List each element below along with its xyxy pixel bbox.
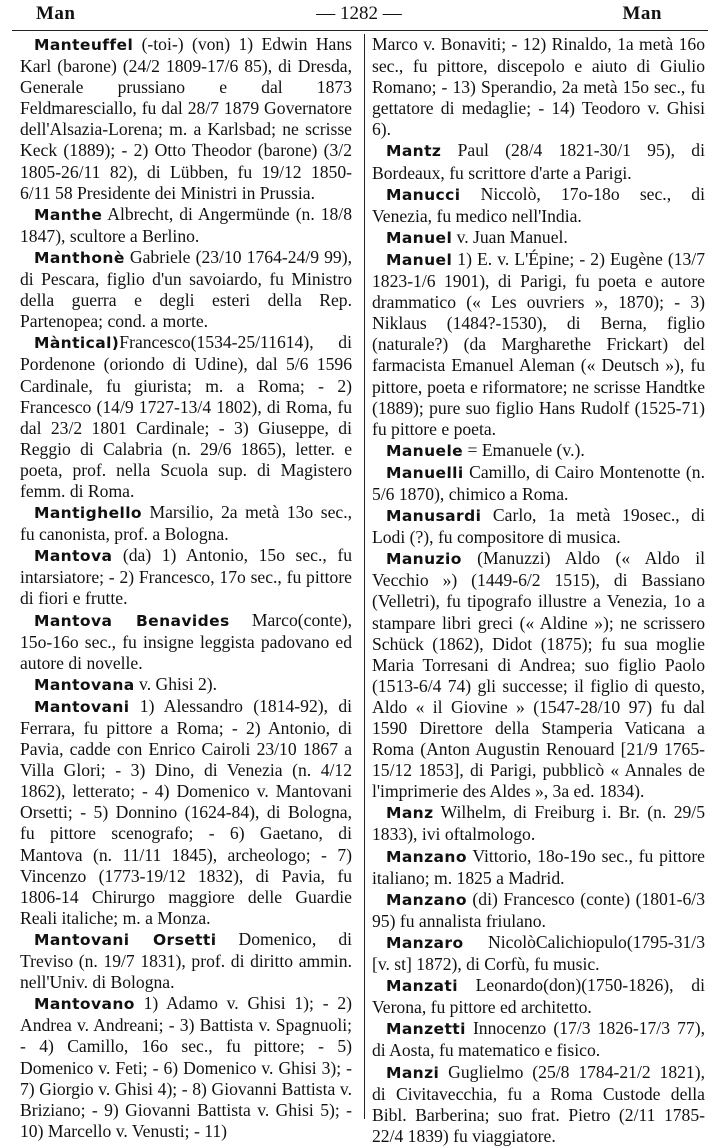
dictionary-entry — [20, 332, 352, 502]
dictionary-entry — [372, 975, 705, 1018]
entry-headword: Manzetti — [386, 1020, 466, 1039]
entry-headword: Manucci — [386, 185, 461, 204]
entry-headword: Manthonè — [34, 248, 125, 267]
entry-text: (-toi-) (von) 1) Edwin Hans Karl (barone) (24/2 1809-17/6 85), di Dresda, Generale prussiano e dal 1873 Feldmaresciallo, fu dal 28/7 1879 Governatore dell'Alsazia-Lorena; m. a Karlsbad; ne scrisse Keck (1889); - 2) Otto Theodor (barone) (3/2 1805-26/11 82), di Lübben, fu 19/12 1850-6/11 58 Presidente dei Ministri in Prussia. — [20, 34, 352, 203]
entry-headword: Manzi — [386, 1063, 440, 1082]
entry-headword: Màntical) — [34, 334, 120, 353]
dictionary-entry — [20, 696, 352, 929]
dictionary-entry — [372, 462, 705, 505]
entry-text: Camillo, di Cairo Montenotte (n. 5/6 1870), chimico a Roma. — [372, 461, 705, 504]
header-left-keyword: Man — [36, 3, 76, 24]
entry-headword: Manthe — [34, 205, 103, 224]
page-number: — 1282 — — [316, 3, 402, 24]
entry-text: Gabriele (23/10 1764-24/9 99), di Pescara, figlio d'un savoiardo, fu Ministro della guerra e degli esteri della Rep. Partenopea; cond. a morte. — [20, 246, 352, 332]
entry-headword: Mantz — [386, 142, 442, 161]
entry-headword: Manuelli — [386, 463, 464, 482]
left-column — [20, 34, 353, 1141]
right-column — [372, 34, 705, 1146]
entry-text: NicolòCalichiopulo(1795-31/3 [v. st] 1872), di Corfù, fu music. — [372, 931, 705, 975]
entry-text: Wilhelm, di Freiburg i. Br. (n. 29/5 1833), ivi oftalmologo. — [372, 802, 705, 845]
entry-headword: Manzano — [386, 890, 467, 909]
entry-text: 1) Adamo v. Ghisi 1); - 2) Andrea v. Andreani; - 3) Battista v. Spagnuoli; - 4) Camillo, 16o sec., fu pittore; - 5) Domenico v. Feti; - 6) Domenico v. Ghisi 3); - 7) Giorgio v. Ghisi 4); - 8) Giovanni Battista v. Briziano; - 9) Giovanni Battista v. Ghisi 5); - 10) Marcello v. Venusti; - 11) — [20, 993, 352, 1141]
dictionary-entry-continuation — [372, 34, 705, 140]
entry-text: (di) Francesco (conte) (1801-6/3 95) fu annalista friulano. — [372, 888, 705, 931]
entry-headword: Mantovani — [34, 697, 130, 716]
entry-text: Paul (28/4 1821-30/1 95), di Bordeaux, fu scrittore d'arte a Parigi. — [372, 140, 705, 183]
entry-text: Marco(conte), 15o-16o sec., fu insigne leggista padovano ed autore di novelle. — [20, 609, 352, 673]
dictionary-entry — [372, 548, 705, 802]
dictionary-entry — [20, 545, 352, 609]
entry-headword: Manzaro — [386, 933, 464, 952]
entry-headword: Manzati — [386, 977, 458, 996]
dictionary-entry — [372, 802, 705, 845]
entry-headword: Manzano — [386, 847, 467, 866]
entry-headword: Mantova Benavides — [34, 611, 230, 630]
entry-headword: Manuele — [386, 441, 464, 460]
dictionary-entry — [20, 674, 352, 696]
dictionary-entry — [372, 846, 705, 889]
dictionary-entry — [20, 610, 352, 674]
entry-text: Marco v. Bonaviti; - 12) Rinaldo, 1a metà 16o sec., fu pittore, discepolo e aiuto di Giulio Romano; - 13) Sperandio, 2a metà 15o sec., fu gettatore di medaglie; - 14) Teodoro v. Ghisi 6). — [372, 34, 705, 140]
entry-text: 1) Alessandro (1814-92), di Ferrara, fu pittore a Roma; - 2) Antonio, di Pavia, cadde con Enrico Cairoli 23/10 1867 a Villa Glori; - 3) Dino, di Venezia (n. 4/12 1862), letterato; - 4) Domenico v. Mantovani Orsetti; - 5) Donnino (1624-84), di Bologna, fu pittore scenografo; - 6) Gaetano, di Mantova (n. 11/11 1845), archeologo; - 7) Vincenzo (1773-19/12 1832), di Pavia, fu 1806-14 Chirurgo maggiore delle Guardie Reali italiche; m. a Monza. — [20, 695, 352, 928]
dictionary-entry — [20, 247, 352, 332]
dictionary-entry — [20, 993, 352, 1142]
entry-text: Innocenzo (17/3 1826-17/3 77), di Aosta, fu matematico e fisico. — [372, 1018, 705, 1061]
entry-text: (da) 1) Antonio, 15o sec., fu intarsiatore; - 2) Francesco, 17o sec., fu pittore di fiori e frutte. — [20, 545, 352, 609]
entry-text: Marsilio, 2a metà 13o sec., fu canonista, prof. a Bologna. — [20, 502, 352, 545]
dictionary-entry — [20, 204, 352, 247]
entry-headword: Manuel — [386, 250, 453, 269]
dictionary-entry — [372, 249, 705, 440]
entry-headword: Manz — [386, 804, 434, 823]
dictionary-entry — [20, 34, 352, 204]
dictionary-entry — [20, 502, 352, 545]
entry-headword: Manuzio — [386, 550, 462, 569]
entry-text: Domenico, di Treviso (n. 19/7 1831), prof. di diritto ammin. nell'Univ. di Bologna. — [20, 928, 353, 993]
entry-headword: Manteuffel — [34, 36, 134, 54]
entry-headword: Manuel — [386, 228, 453, 247]
header-right-keyword: Man — [622, 3, 662, 24]
entry-text: Albrecht, di Angermünde (n. 18/8 1847), scultore a Berlino. — [20, 203, 352, 246]
dictionary-entry — [372, 184, 705, 227]
entry-headword: Manusardi — [386, 507, 482, 526]
entry-headword: Mantova — [34, 547, 113, 566]
entry-text: = Emanuele (v.). — [463, 439, 585, 460]
dictionary-entry — [20, 929, 352, 993]
dictionary-entry — [372, 140, 705, 183]
dictionary-entry — [372, 889, 705, 932]
entry-text: (Manuzzi) Aldo (« Aldo il Vecchio ») (1449-6/2 1515), di Bassiano (Velletri), fu tipografo illustre a Venezia, 1o a stampare libri greci (« Aldine »); ne scrissero Schück (1862), Didot (1875); fu sua moglie Maria Torresani di Andrea; suo figlio Paolo (1513-6/4 74) gli successe; il figlio di questo, Aldo « il Giovine » (1547-28/10 97) fu dal 1590 Direttore della Stamperia Vaticana a Roma (Anton Augustin Renouard [21/9 1765-15/12 1853], di Parigi, pubblicò « Annales de l'imprimerie des Aldes », 3a ed. 1834). — [372, 548, 705, 802]
entry-text: 1) E. v. L'Épine; - 2) Eugène (13/7 1823-1/6 1901), di Parigi, fu poeta e autore drammatico (« Les ouvriers », 1870); - 3) Niklaus (1484?-1530), di Berna, figlio (naturale?) (da Margharethe Frickart) del farmacista Emanuel Aleman (« Deutsch »), fu pittore, poeta e riformatore; ne scrisse Handtke (1889); pure suo figlio Hans Rudolf (1525-71) fu pittore e poeta. — [372, 248, 705, 439]
entry-text: Leonardo(don)(1750-1826), di Verona, fu pittore ed architetto. — [372, 975, 705, 1018]
dictionary-entry — [372, 1062, 705, 1147]
entry-text: v. Juan Manuel. — [452, 226, 568, 247]
entry-headword: Mantighello — [34, 504, 142, 523]
dictionary-entry — [372, 440, 705, 462]
dictionary-entry — [372, 1018, 705, 1061]
entry-text: v. Ghisi 2). — [134, 673, 218, 694]
header-rule — [12, 30, 708, 31]
entry-text: Guglielmo (25/8 1784-21/2 1821), di Civitavecchia, fu a Roma Custode della Bibl. Barberina; suo frat. Pietro (2/11 1785-22/4 1839) fu viaggiatore. — [372, 1061, 705, 1146]
column-divider — [364, 34, 365, 1119]
page-header — [0, 0, 718, 30]
entry-headword: Mantovani Orsetti — [34, 930, 217, 949]
entry-headword: Mantovana — [34, 675, 135, 694]
dictionary-entry — [372, 932, 705, 975]
entry-text: Carlo, 1a metà 19osec., di Lodi (?), fu compositore di musica. — [372, 505, 705, 548]
entry-text: Francesco(1534-25/11614), di Pordenone (oriondo di Udine), dal 5/6 1596 Cardinale, fu giurista; m. a Roma; - 2) Francesco (14/9 1727-13/4 1802), di Roma, fu dal 23/2 1801 Cardinale; - 3) Giuseppe, di Reggio di Calabria (n. 29/6 1865), letter. e poeta, prof. nella Scuola sup. di Magistero femm. di Roma. — [20, 332, 352, 501]
entry-headword: Mantovano — [34, 995, 135, 1014]
entry-text: Vittorio, 18o-19o sec., fu pittore italiano; m. 1825 a Madrid. — [372, 845, 705, 888]
dictionary-entry — [372, 505, 705, 548]
entry-text: Niccolò, 17o-18o sec., di Venezia, fu medico nell'India. — [372, 183, 705, 226]
dictionary-entry — [372, 227, 705, 249]
